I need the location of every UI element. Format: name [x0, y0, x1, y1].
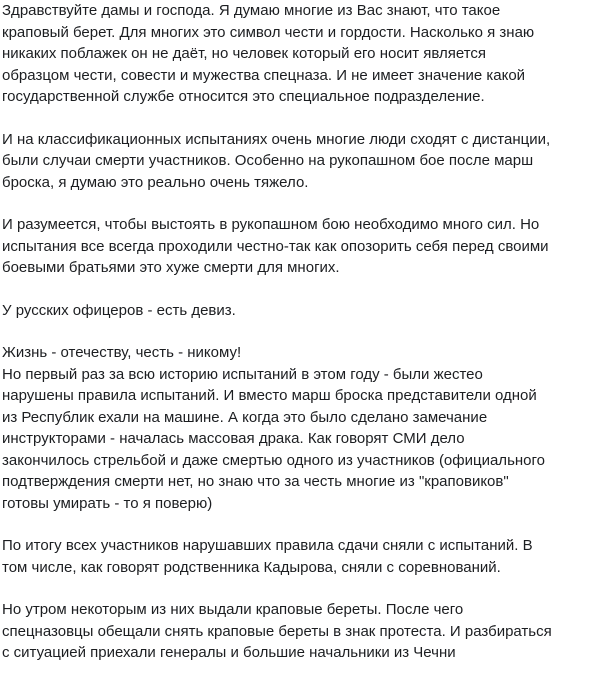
- text-line: государственной службе относится это специальное подразделение.: [2, 88, 485, 105]
- text-line: броска, я думаю это реально очень тяжело.: [2, 173, 309, 191]
- text-line: нарушены правила испытаний. И вместо марш броска представители одной: [2, 387, 537, 404]
- paragraph-6: [2, 535, 592, 578]
- text-line: краповый берет. Для многих это символ чести и гордости. Насколько я знаю: [2, 23, 535, 41]
- text-line: И на классификационных испытаниях очень многие люди сходят с дистанции,: [2, 130, 551, 148]
- text-line: Жизнь - отечеству, честь - никому!: [2, 344, 242, 361]
- text-line: закончилось стрельбой и даже смертью одного из участников (официального: [2, 451, 545, 469]
- paragraph-4: [2, 300, 592, 322]
- text-line: И разумеется, чтобы выстоять в рукопашном бою необходимо много сил. Но: [2, 216, 540, 233]
- paragraph-2: [2, 129, 592, 194]
- text-line: том числе, как говорят родственника Кадырова, сняли с соревнований.: [2, 558, 501, 576]
- paragraph-5: [2, 342, 592, 514]
- paragraph-7: [2, 599, 592, 664]
- paragraph-3: [2, 214, 592, 279]
- text-line: готовы умирать - то я поверю): [2, 494, 213, 512]
- text-line: Здравствуйте дамы и господа. Я думаю многие из Вас знают, что такое: [2, 2, 501, 19]
- paragraph-1: [2, 0, 592, 108]
- text-line: спецназовцы обещали снять краповые береты в знак протеста. И разбираться: [2, 622, 552, 640]
- text-line: подтверждения смерти нет, но знаю что за честь многие из "краповиков": [2, 473, 509, 490]
- text-line: Но утром некоторым из них выдали краповые береты. После чего: [2, 601, 464, 618]
- text-line: образцом чести, совести и мужества спецназа. И не имеет значение какой: [2, 66, 526, 84]
- text-line: По итогу всех участников нарушавших правила сдачи сняли с испытаний. В: [2, 537, 533, 554]
- post-body: [2, 0, 592, 685]
- text-line: инструкторами - началась массовая драка. Как говорят СМИ дело: [2, 430, 465, 447]
- text-line: никаких поблажек он не даёт, но человек который его носит является: [2, 45, 487, 62]
- text-line: из Республик ехали на машине. А когда это было сделано замечание: [2, 408, 488, 426]
- text-line: испытания все всегда проходили честно-так как опозорить себя перед своими: [2, 237, 549, 255]
- text-line: с ситуацией приехали генералы и большие начальники из Чечни: [2, 644, 456, 661]
- text-line: боевыми братьями это хуже смерти для многих.: [2, 259, 340, 276]
- text-line: были случаи смерти участников. Особенно на рукопашном бое после марш: [2, 152, 534, 169]
- text-line: Но первый раз за всю историю испытаний в этом году - были жестео: [2, 365, 483, 383]
- text-line: У русских офицеров - есть девиз.: [2, 301, 236, 319]
